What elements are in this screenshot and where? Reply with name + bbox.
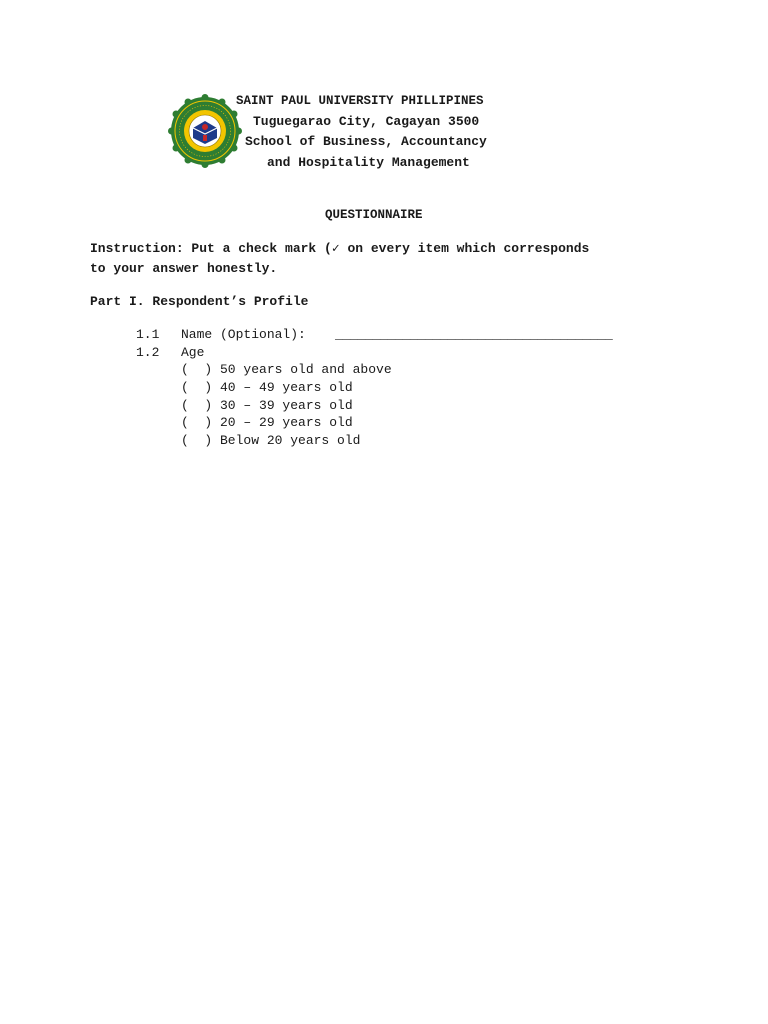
university-seal <box>168 94 242 168</box>
age-option-20-29[interactable]: ( ) 20 – 29 years old <box>181 415 353 430</box>
age-option-50-above[interactable]: ( ) 50 years old and above <box>181 362 392 377</box>
university-address: Tuguegarao City, Cagayan 3500 <box>253 114 480 129</box>
item-number: 1.2 <box>136 345 160 360</box>
school-name-line1: School of Business, Accountancy <box>245 134 487 149</box>
age-option-below-20[interactable]: ( ) Below 20 years old <box>181 433 361 448</box>
instruction-line1: Instruction: Put a check mark (✓ on every item which corresponds <box>90 241 590 256</box>
university-seal-icon <box>168 94 242 168</box>
item-number: 1.1 <box>136 327 160 342</box>
name-field[interactable]: _____________________________________ <box>335 327 613 342</box>
questionnaire-title: QUESTIONNAIRE <box>325 208 423 222</box>
school-name-line2: and Hospitality Management <box>267 155 470 170</box>
age-option-40-49[interactable]: ( ) 40 – 49 years old <box>181 380 353 395</box>
age-option-30-39[interactable]: ( ) 30 – 39 years old <box>181 398 353 413</box>
age-label: Age <box>181 345 205 360</box>
part1-heading: Part I. Respondent’s Profile <box>90 294 309 309</box>
university-name: SAINT PAUL UNIVERSITY PHILLIPINES <box>236 94 484 108</box>
instruction-line2: to your answer honestly. <box>90 261 278 276</box>
name-label: Name (Optional): <box>181 327 306 342</box>
